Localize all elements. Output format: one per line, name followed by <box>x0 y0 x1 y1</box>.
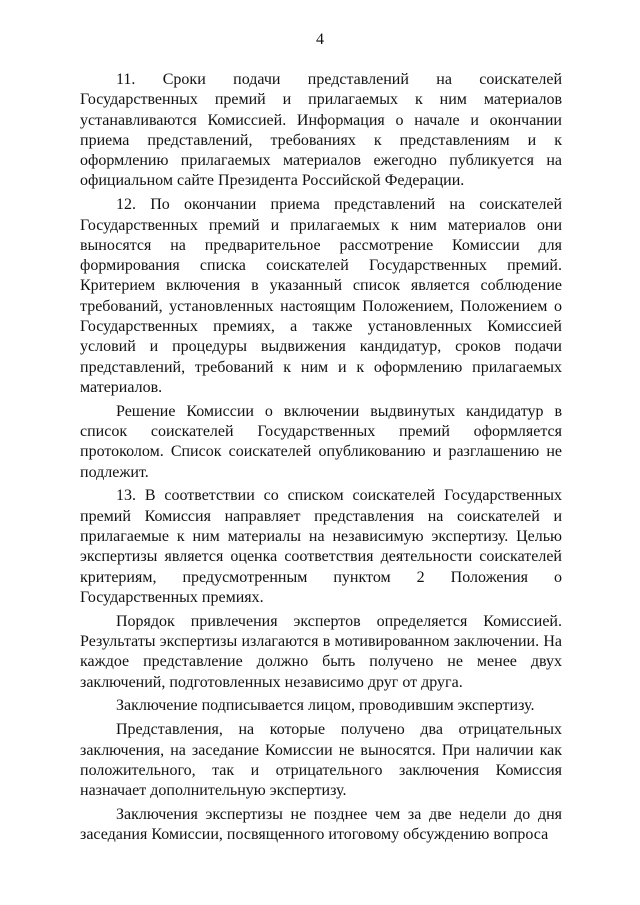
paragraph-12: 12. По окончании приема представлений на соискателей Государственных премий и прилагаемых к ним материалов они выносятся на предварительное рассмотрение Комиссии для формирования списка соискателей Государственных премий. Критерием включения в указанный список является соблюдение требований, установленных настоящим Положением, Положением о Государственных премиях, а также установленных Комиссией условий и процедуры выдвижения кандидатур, сроков подачи представлений, требований к ним и к оформлению прилагаемых материалов. <box>80 196 562 396</box>
paragraph-negative-conclusions: Представления, на которые получено два отрицательных заключения, на заседание Комиссии не выносятся. При наличии как положительного, так и отрицательного заключения Комиссия назначает дополнительную экспертизу. <box>80 721 562 800</box>
document-body <box>80 70 562 845</box>
page-number: 4 <box>316 31 324 48</box>
paragraph-conclusion-signature: Заключение подписывается лицом, проводившим экспертизу. <box>116 697 535 715</box>
paragraph-expert-procedure: Порядок привлечения экспертов определяется Комиссией. Результаты экспертизы излагаются в мотивированном заключении. На каждое представление должно быть получено не менее двух заключений, подготовленных независимо друг от друга. <box>80 612 562 691</box>
paragraph-13: 13. В соответствии со списком соискателей Государственных премий Комиссия направляет представления на соискателей и прилагаемые к ним материалы на независимую экспертизу. Целью экспертизы является оценка соответствия деятельности соискателей критериям, предусмотренным пунктом 2 Положения о Государственных премиях. <box>80 487 562 606</box>
paragraph-commission-decision: Решение Комиссии о включении выдвинутых кандидатур в список соискателей Государственных премий оформляется протоколом. Список соискателей опубликованию и разглашению не подлежит. <box>80 402 562 481</box>
paragraph-conclusions-deadline: Заключения экспертизы не позднее чем за две недели до дня заседания Комиссии, посвященного итоговому обсуждению вопроса <box>80 805 562 844</box>
paragraph-11: 11. Сроки подачи представлений на соискателей Государственных премий и прилагаемых к ним материалов устанавливаются Комиссией. Информация о начале и окончании приема представлений, требованиях к представлениям и к оформлению прилагаемых материалов ежегодно публикуется на официальном сайте Президента Российской Федерации. <box>80 71 562 190</box>
